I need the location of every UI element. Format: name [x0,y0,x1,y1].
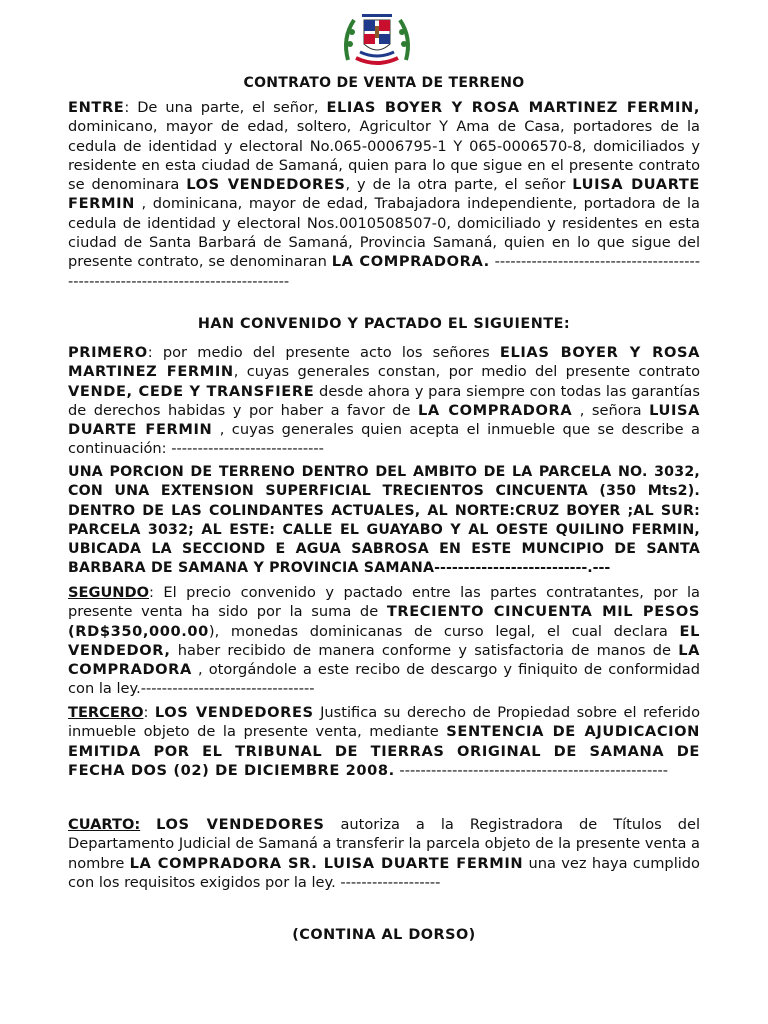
primero-bold-1: ELIAS BOYER Y ROSA MARTINEZ FERMIN [68,344,700,381]
segundo-bold-1: TRECIENTO CINCUENTA MIL PESOS (RD$350,000.00 [68,603,700,640]
primero-label: PRIMERO [68,344,148,361]
entre-label: ENTRE [68,99,125,116]
primero-paragraph [68,343,700,459]
segundo-text-4: , otorgándole a este recibo de descargo y finiquito de conformidad con la ley. [68,661,700,698]
primero-bold-3: LA COMPRADORA [417,401,573,419]
cuarto-bold-1: LOS VENDEDORES [156,816,325,833]
entre-text-4: , dominicana, mayor de edad, Trabajadora independiente, portadora de la cedula de identidad y electoral Nos.0010508507-0, domiciliado y residentes en esta ciudad de Santa Barbará de Samaná, Provincia Samaná, quien en lo que sigue del presente contrato, se denominaran [68,195,700,271]
cuarto-text-2: autoriza a la Registradora de Títulos del Departamento Judicial de Samaná a transferir la parcela objeto de la presente venta a nombre [68,816,700,872]
segundo-text-2: ), monedas dominicanas de curso legal, el cual declara [208,622,680,640]
tercero-paragraph [68,703,700,780]
cuarto-paragraph [68,815,700,892]
han-convenido-heading: HAN CONVENIDO Y PACTADO EL SIGUIENTE: [197,316,571,332]
continua-note: (CONTINA AL DORSO) [292,927,476,943]
entre-bold-3: LUISA DUARTE FERMIN [68,176,701,213]
document-title: CONTRATO DE VENTA DE TERRENO [243,75,525,91]
porcion-paragraph [68,463,700,579]
entre-dashes: --------------------------------------------------------------------------------- [68,253,701,290]
segundo-text-3: haber recibido de manera conforme y satisfactoria de manos de [170,641,679,659]
entre-text-1: : De una parte, el señor, [124,99,327,116]
entre-bold-1: ELIAS BOYER Y ROSA MARTINEZ FERMIN, [326,99,701,116]
primero-bold-2: VENDE, CEDE Y TRANSFIERE [68,382,315,400]
tercero-bold-2: SENTENCIA DE AJUDICACION EMITIDA POR EL TRIBUNAL DE TIERRAS ORIGINAL DE SAMANA DE FECHA DOS (02) DE DICIEMBRE 2008. [68,723,700,779]
tercero-bold-1: LOS VENDEDORES [154,704,314,721]
primero-dashes: ----------------------------- [171,440,324,458]
tercero-text-2: Justifica su derecho de Propiedad sobre el referido inmueble objeto de la presente venta, mediante [68,704,700,741]
primero-bold-4: LUISA DUARTE FERMIN [68,401,700,439]
primero-text-5: , cuyas generales quien acepta el inmueble que se describe a continuación: [68,421,700,458]
segundo-bold-3: LA COMPRADORA [68,641,700,679]
segundo-label: SEGUNDO [68,584,150,601]
porcion-text: UNA PORCION DE TERRENO DENTRO DEL AMBITO DE LA PARCELA NO. 3032, CON UNA EXTENSION SUPERFICIAL TRECIENTOS CINCUENTA (350 Mts2). DENTRO DE LAS COLINDANTES ACTUALES, AL NORTE:CRUZ BOYER ;AL SUR: PARCELA 3032; AL ESTE: CALLE EL GUAYABO Y AL OESTE QUILINO FERMIN, UBICADA LA SECCIOND E AGUA SABROSA EN ESTE MUNCIPIO DE SANTA BARBARA DE SAMANA Y PROVINCIA SAMANA [68,464,700,577]
cuarto-text-3: una vez haya cumplido con los requisitos exigidos por la ley. [68,854,700,891]
tercero-dashes: --------------------------------------------------- [394,761,669,779]
primero-text-3: desde ahora y para siempre con todas las garantías de derechos habidas y por haber a favor de [68,382,700,419]
entre-text-2: dominicano, mayor de edad, soltero, Agricultor Y Ama de Casa, portadores de la cedula de identidad y electoral No.065-0006795-1 Y 065-0006570-8, domiciliados y residente en esta ciudad de Samaná, quien para lo que sigue en el presente contrato se denominara [68,118,700,194]
cuarto-text-1 [140,816,156,833]
cuarto-bold-2: LA COMPRADORA SR. LUISA DUARTE FERMIN [129,854,524,872]
cuarto-dashes: ------------------- [340,873,441,891]
primero-text-4: , señora [572,401,650,419]
primero-text-2: , cuyas generales constan, por medio del presente contrato [233,363,700,381]
segundo-text-1: : El precio convenido y pactado entre las partes contratantes, por la presente venta ha sido por la suma de [68,584,700,621]
segundo-dashes: --------------------------------- [140,680,315,698]
entre-text-3: , y de la otra parte, el señor [345,176,573,194]
segundo-bold-2: EL VENDEDOR, [68,622,700,659]
porcion-dashes: --------------------------.--- [434,560,611,577]
coat-of-arms-icon [338,8,416,70]
primero-text-1: : por medio del presente acto los señores [147,344,500,361]
cuarto-label: CUARTO: [68,816,141,833]
entre-bold-2: LOS VENDEDORES [186,176,346,194]
entre-paragraph [68,98,700,291]
tercero-label: TERCERO [68,704,144,721]
segundo-paragraph [68,583,700,699]
tercero-text-1: : [143,704,155,721]
entre-bold-4: LA COMPRADORA. [331,253,490,271]
